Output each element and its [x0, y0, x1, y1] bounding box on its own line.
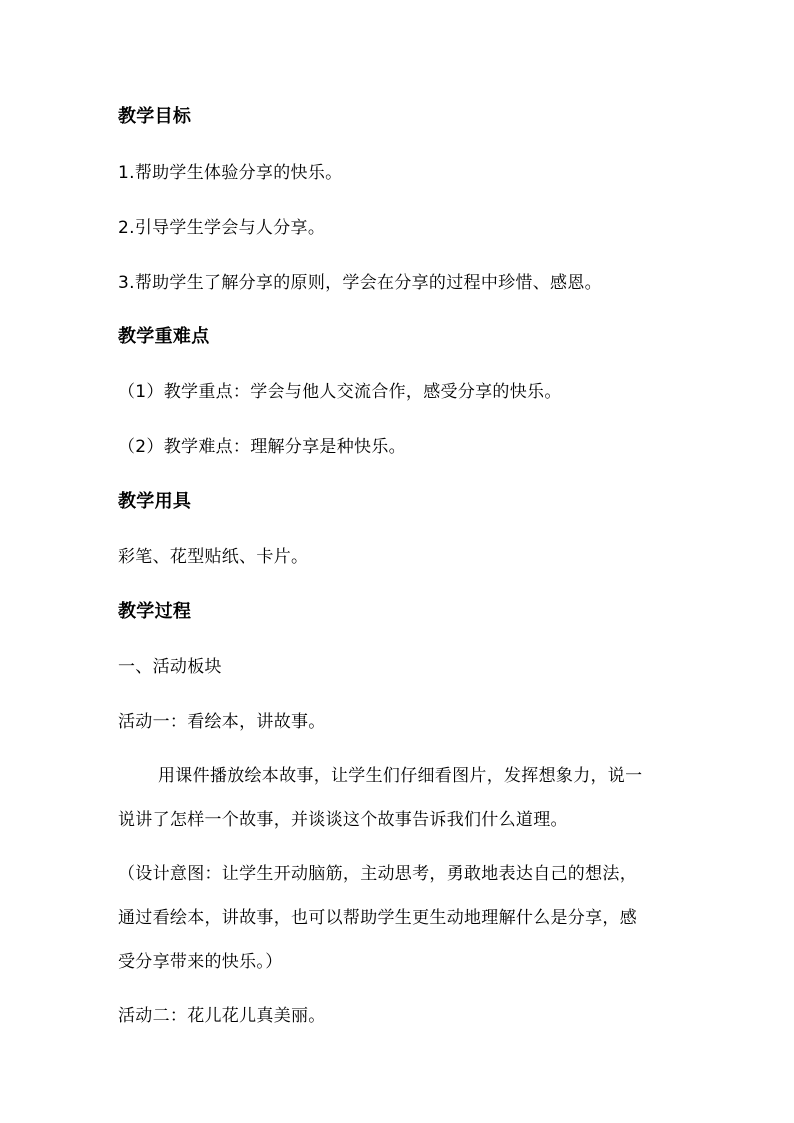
activity-1-paragraph-line-2: 说讲了怎样一个故事，并谈谈这个故事告诉我们什么道理。 [118, 810, 568, 830]
goal-3: 3.帮助学生了解分享的原则，学会在分享的过程中珍惜、感恩。 [118, 273, 602, 293]
design-intent-line-2: 通过看绘本，讲故事，也可以帮助学生更生动地理解什么是分享，感 [118, 908, 637, 928]
design-intent-line-3: 受分享带来的快乐。） [118, 952, 283, 972]
heading-teaching-tools: 教学用具 [118, 491, 192, 512]
section-activities: 一、活动板块 [118, 657, 222, 677]
activity-2-title: 活动二：花儿花儿真美丽。 [118, 1006, 326, 1026]
heading-teaching-goals: 教学目标 [118, 106, 192, 127]
activity-1-title: 活动一：看绘本，讲故事。 [118, 712, 326, 732]
goal-2: 2.引导学生学会与人分享。 [118, 218, 326, 238]
design-intent-line-1: （设计意图：让学生开动脑筋，主动思考，勇敢地表达自己的想法， [118, 864, 637, 884]
difficult-point: （2）教学难点：理解分享是种快乐。 [118, 437, 406, 457]
activity-1-paragraph-line-1: 用课件播放绘本故事，让学生们仔细看图片，发挥想象力，说一 [158, 766, 643, 786]
heading-teaching-process: 教学过程 [118, 601, 192, 622]
heading-key-difficulties: 教学重难点 [118, 326, 210, 347]
teaching-tools: 彩笔、花型贴纸、卡片。 [118, 547, 309, 567]
key-point: （1）教学重点：学会与他人交流合作，感受分享的快乐。 [118, 382, 562, 402]
goal-1: 1.帮助学生体验分享的快乐。 [118, 163, 343, 183]
